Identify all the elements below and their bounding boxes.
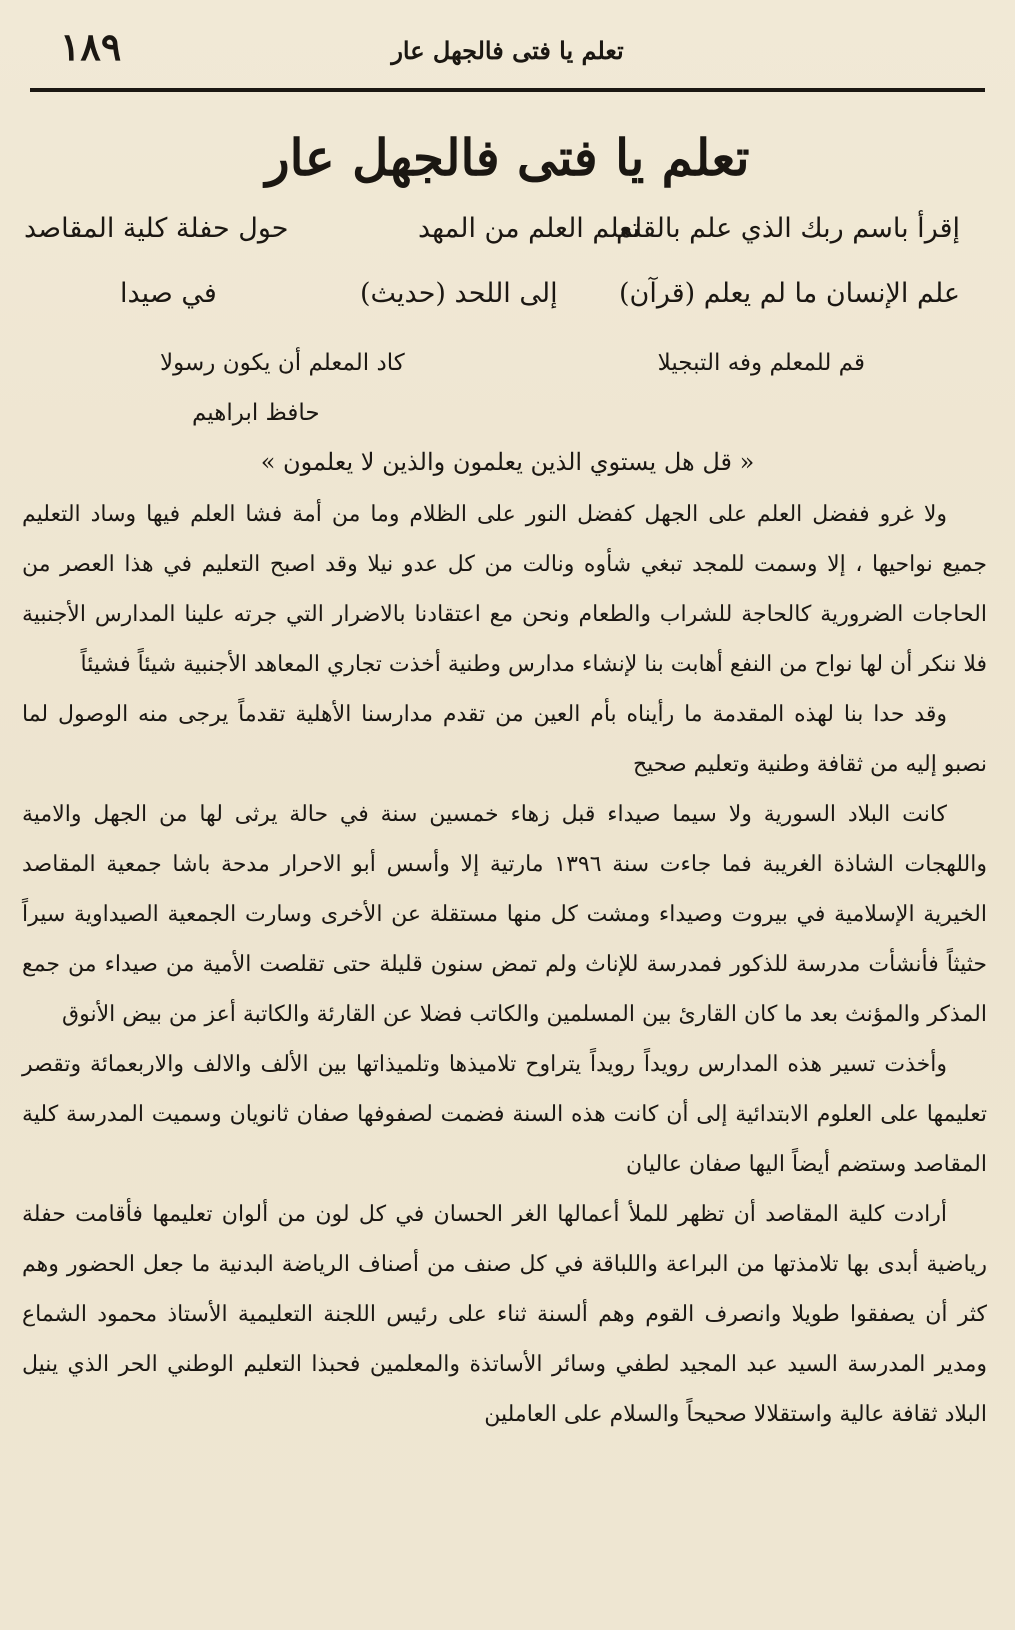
page-header [30, 18, 985, 82]
subhead-left-line2: في صيدا [120, 278, 217, 309]
page-number: ١٨٩ [60, 24, 122, 69]
poem-hemistich-2: كاد المعلم أن يكون رسولا [160, 350, 405, 376]
paragraph: أرادت كلية المقاصد أن تظهر للملأ أعمالها الغر الحسان في كل لون من ألوان تعليمها فأقامت حفلة رياضية أبدى بها تلامذتها من البراعة واللباقة في كل صنف من أصناف الرياضة البدنية ما جعل الحضور وهم كثر أن يصفقوا طويلا وانصرف القوم وهم ألسنة ثناء على رئيس اللجنة التعليمية الأستاذ محمود الشماع ومدير المدرسة السيد عبد المجيد لطفي وسائر الأساتذة والمعلمين فحبذا التعليم الوطني الحر الذي ينيل البلاد ثقافة عالية واستقلالا صحيحاً والسلام على العاملين [22, 1202, 987, 1427]
header-rule [30, 88, 985, 92]
poet-name: حافظ ابراهيم [192, 400, 320, 426]
paragraph: كانت البلاد السورية ولا سيما صيداء قبل زهاء خمسين سنة في حالة يرثى لها من الجهل والامية واللهجات الشاذة الغريبة فما جاءت سنة ١٣٩٦ مارتية إلا وأسس أبو الاحرار مدحة باشا جمعية المقاصد الخيرية الإسلامية في بيروت وصيداء ومشت كل منها مستقلة عن الأخرى وسارت الجمعية الصيداوية سيراً حثيثاً فأنشأت مدرسة للذكور فمدرسة للإناث ولم تمض سنون قليلة حتى تقلصت الأمية من صيداء من جمع المذكر والمؤنث بعد ما كان القارئ بين المسلمين والكاتب فضلا عن القارئة والكاتبة أعز من بيض الأنوق [22, 802, 987, 1027]
subhead-left-line1: حول حفلة كلية المقاصد [24, 213, 289, 244]
subhead-right-line1: إقرأ باسم ربك الذي علم بالقلم [616, 213, 960, 244]
poem-hemistich-1: قم للمعلم وفه التبجيلا [657, 350, 865, 376]
subhead-middle-line2: إلى اللحد (حديث) [360, 278, 558, 309]
running-title: تعلم يا فتى فالجهل عار [391, 36, 624, 65]
paragraph: وأخذت تسير هذه المدارس رويداً رويداً يتراوح تلاميذها وتلميذاتها بين الألف والالف والاربعمائة وتقصر تعليمها على العلوم الابتدائية إلى أن كانت هذه السنة فضمت لصفوفها صفان ثانويان وسميت المدرسة كلية المقاصد وستضم أيضاً اليها صفان عاليان [22, 1052, 987, 1177]
quran-quote: « قل هل يستوي الذين يعلمون والذين لا يعلمون » [260, 448, 755, 476]
article-title: تعلم يا فتى فالجهل عار [265, 128, 750, 187]
subhead-middle-line1: تعلم العلم من المهد [418, 213, 640, 244]
article-body [22, 490, 987, 1440]
subhead-right-line2: علم الإنسان ما لم يعلم (قرآن) [618, 278, 960, 309]
paragraph: وقد حدا بنا لهذه المقدمة ما رأيناه بأم العين من تقدم مدارسنا الأهلية تقدماً يرجى منه الوصول لما نصبو إليه من ثقافة وطنية وتعليم صحيح [22, 702, 987, 777]
paragraph: ولا غرو ففضل العلم على الجهل كفضل النور على الظلام وما من أمة فشا العلم فيها وساد التعليم جميع نواحيها ، إلا وسمت للمجد تبغي شأوه ونالت من كل عدو نيلا وقد اصبح التعليم في هذا العصر من الحاجات الضرورية كالحاجة للشراب والطعام ونحن مع اعتقادنا بالاضرار التي جرته علينا المدارس الأجنبية فلا ننكر أن لها نواح من النفع أهابت بنا لإنشاء مدارس وطنية أخذت تجاري المعاهد الأجنبية شيئاً فشيئاً [22, 502, 987, 677]
